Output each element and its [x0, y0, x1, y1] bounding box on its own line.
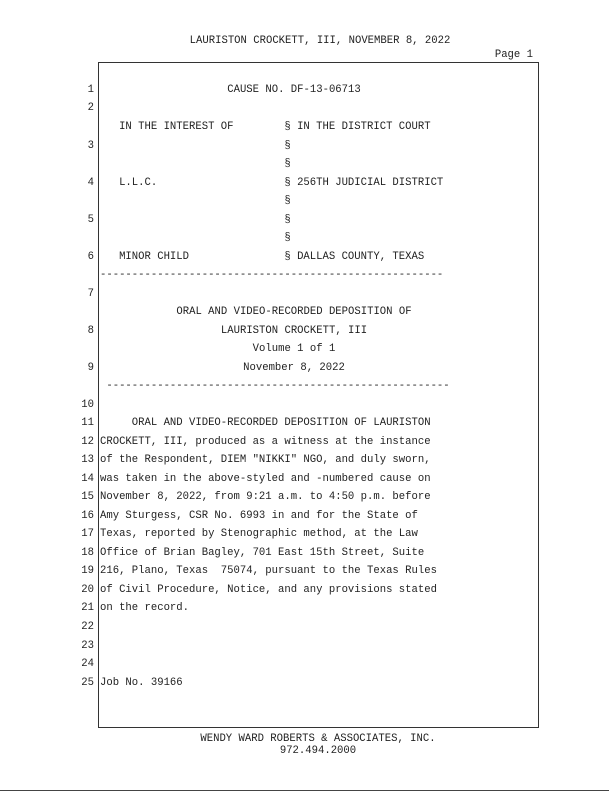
transcript-line: was taken in the above-styled and -numbered cause on — [100, 473, 431, 485]
transcript-line: § — [100, 195, 291, 207]
transcript-line: § — [100, 158, 291, 170]
bottom-rule — [0, 790, 609, 791]
line-number: 16 — [81, 510, 94, 522]
transcript-line: Volume 1 of 1 — [252, 343, 336, 355]
line-number: 18 — [81, 547, 94, 559]
line-number: 8 — [87, 325, 94, 337]
page-number: Page 1 — [494, 49, 533, 61]
transcript-line: CAUSE NO. DF-13-06713 — [227, 84, 361, 96]
transcript-line: Amy Sturgess, CSR No. 6993 in and for the State of — [100, 510, 418, 522]
line-number: 9 — [87, 362, 94, 374]
footer-phone: 972.494.2000 — [279, 745, 357, 757]
line-number: 11 — [81, 417, 94, 429]
footer-company: WENDY WARD ROBERTS & ASSOCIATES, INC. — [200, 733, 436, 745]
line-number: 24 — [81, 658, 94, 670]
transcript-line: § — [100, 232, 291, 244]
line-number: 1 — [87, 84, 94, 96]
page-header-title: LAURISTON CROCKETT, III, NOVEMBER 8, 2022 — [189, 35, 451, 47]
transcript-line: L.L.C. § 256TH JUDICIAL DISTRICT — [100, 177, 444, 189]
line-number: 20 — [81, 584, 94, 596]
line-number: 17 — [81, 528, 94, 540]
transcript-line: MINOR CHILD § DALLAS COUNTY, TEXAS — [100, 251, 425, 263]
line-number: 3 — [87, 140, 94, 152]
transcript-line: § — [100, 214, 291, 226]
line-number: 14 — [81, 473, 94, 485]
line-number: 7 — [87, 288, 94, 300]
line-number: 15 — [81, 491, 94, 503]
transcript-line: Office of Brian Bagley, 701 East 15th Street, Suite — [100, 547, 425, 559]
line-number: 6 — [87, 251, 94, 263]
transcript-line: IN THE INTEREST OF § IN THE DISTRICT COURT — [100, 121, 431, 133]
transcript-line: ------------------------------------------------------ — [100, 380, 450, 392]
transcript-line: ORAL AND VIDEO-RECORDED DEPOSITION OF LAURISTON — [100, 417, 431, 429]
line-number: 25 — [81, 677, 94, 689]
transcript-line: § — [100, 140, 291, 152]
transcript-line: on the record. — [100, 602, 190, 614]
transcript-line: ORAL AND VIDEO-RECORDED DEPOSITION OF — [176, 306, 412, 318]
transcript-line: LAURISTON CROCKETT, III — [220, 325, 368, 337]
transcript-line: November 8, 2022 — [243, 362, 345, 374]
transcript-line: Job No. 39166 — [100, 677, 183, 689]
line-number: 10 — [81, 399, 94, 411]
transcript-line: 216, Plano, Texas 75074, pursuant to the Texas Rules — [100, 565, 437, 577]
line-number: 23 — [81, 640, 94, 652]
transcript-line: ------------------------------------------------------ — [100, 269, 444, 281]
transcript-line: of Civil Procedure, Notice, and any provisions stated — [100, 584, 437, 596]
line-number: 21 — [81, 602, 94, 614]
line-number: 4 — [87, 177, 94, 189]
transcript-line: CROCKETT, III, produced as a witness at the instance — [100, 436, 431, 448]
transcript-line: November 8, 2022, from 9:21 a.m. to 4:50 p.m. before — [100, 491, 431, 503]
line-number: 22 — [81, 621, 94, 633]
line-number: 13 — [81, 454, 94, 466]
line-number: 12 — [81, 436, 94, 448]
transcript-line: Texas, reported by Stenographic method, at the Law — [100, 528, 418, 540]
transcript-line: of the Respondent, DIEM "NIKKI" NGO, and duly sworn, — [100, 454, 431, 466]
line-number: 19 — [81, 565, 94, 577]
line-number: 2 — [87, 102, 94, 114]
line-number: 5 — [87, 214, 94, 226]
